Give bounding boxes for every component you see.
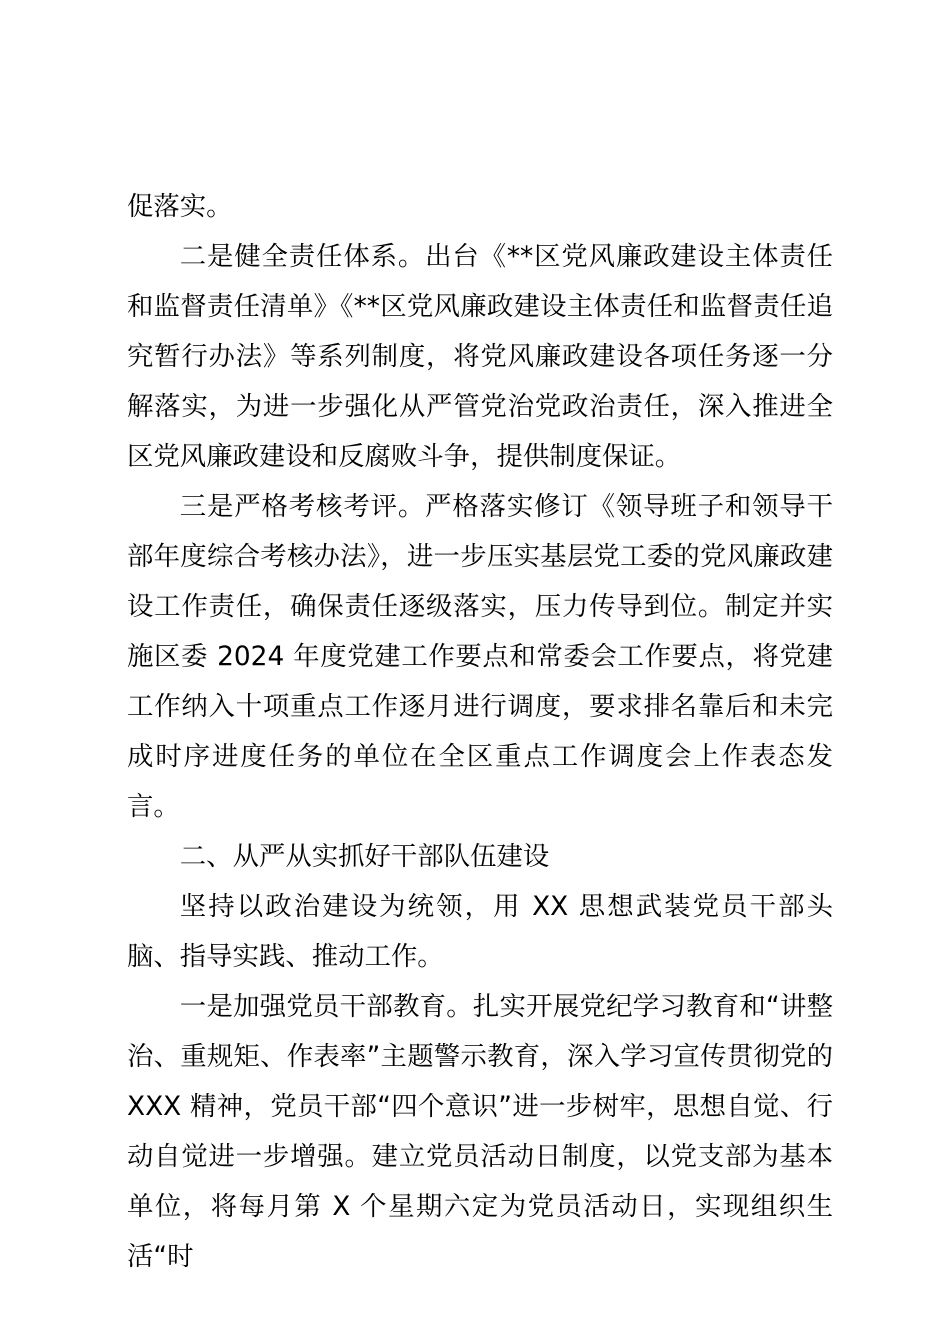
paragraph-political-construction: 坚持以政治建设为统领，用 XX 思想武装党员干部头脑、指导实践、推动工作。 [127, 891, 833, 972]
paragraph-assessment: 三是严格考核考评。严格落实修订《领导班子和领导干部年度综合考核办法》，进一步压实基层党工委的党风廉政建设工作责任，确保责任逐级落实，压力传导到位。制定并实施区委 2024 年度党建工作要点和常委会工作要点，将党建工作纳入十项重点工作逐月进行调度，要求排名靠后和未完成时序进度任务的单位在全区重点工作调度会上作表态发言。 [127, 491, 833, 822]
paragraph-continued: 促落实。 [127, 191, 233, 222]
paragraph-responsibility-system: 二是健全责任体系。出台《**区党风廉政建设主体责任和监督责任清单》《**区党风廉政建设主体责任和监督责任追究暂行办法》等系列制度，将党风廉政建设各项任务逐一分解落实，为进一步强化从严管党治党政治责任，深入推进全区党风廉政建设和反腐败斗争，提供制度保证。 [127, 241, 833, 472]
paragraph-cadre-education: 一是加强党员干部教育。扎实开展党纪学习教育和“讲整治、重规矩、作表率”主题警示教育，深入学习宣传贯彻党的 XXX 精神，党员干部“四个意识”进一步树牢，思想自觉、行动自觉进一步增强。建立党员活动日制度，以党支部为基本单位，将每月第 X 个星期六定为党员活动日，实现组织生活“时 [127, 991, 833, 1272]
document-body [127, 182, 833, 1282]
section-heading: 二、从严从实抓好干部队伍建设 [179, 841, 550, 872]
